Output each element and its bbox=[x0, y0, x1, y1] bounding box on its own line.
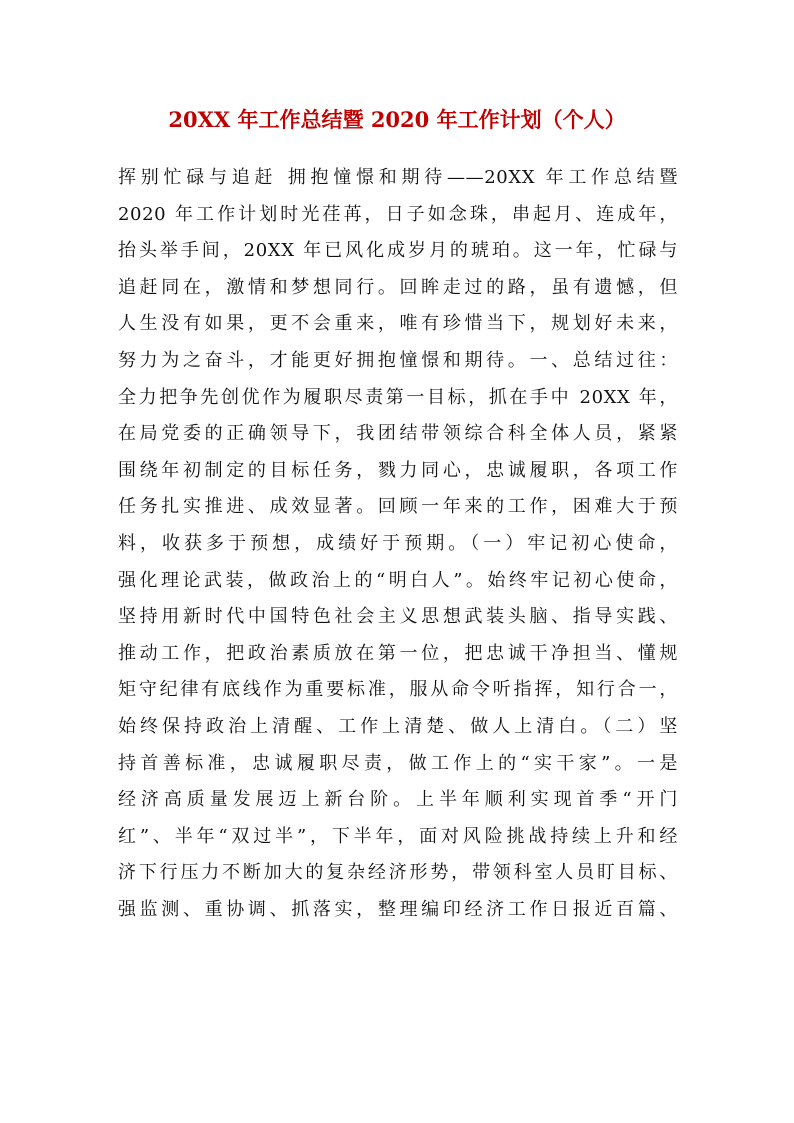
text-line: 强监测、重协调、抓落实，整理编印经济工作日报近百篇、 bbox=[118, 898, 678, 920]
text-line: 料，收获多于预想，成绩好于预期。（一）牢记初心使命， bbox=[118, 532, 678, 554]
text-line: 红”、半年“双过半”，下半年，面对风险挑战持续上升和经 bbox=[118, 825, 678, 847]
text-line: 始终保持政治上清醒、工作上清楚、做人上清白。（二）坚 bbox=[118, 715, 678, 737]
text-line: 努力为之奋斗，才能更好拥抱憧憬和期待。一、总结过往： bbox=[118, 349, 678, 371]
text-line: 任务扎实推进、成效显著。回顾一年来的工作，困难大于预 bbox=[118, 496, 678, 518]
text-line: 在局党委的正确领导下，我团结带领综合科全体人员，紧紧 bbox=[118, 423, 678, 445]
text-line: 济下行压力不断加大的复杂经济形势，带领科室人员盯目标、 bbox=[118, 862, 678, 884]
text-line: 追赶同在，激情和梦想同行。回眸走过的路，虽有遗憾，但 bbox=[118, 276, 678, 298]
text-line: 挥别忙碌与追赶 拥抱憧憬和期待——20XX 年工作总结暨 bbox=[118, 167, 678, 188]
text-line: 围绕年初制定的目标任务，戮力同心，忠诚履职，各项工作 bbox=[118, 459, 678, 481]
text-line: 坚持用新时代中国特色社会主义思想武装头脑、指导实践、 bbox=[118, 606, 678, 628]
text-line: 强化理论武装，做政治上的“明白人”。始终牢记初心使命， bbox=[118, 569, 678, 591]
document-title: 20XX 年工作总结暨 2020 年工作计划（个人） bbox=[168, 107, 626, 132]
text-line: 人生没有如果，更不会重来，唯有珍惜当下，规划好未来， bbox=[118, 313, 678, 335]
text-line: 推动工作，把政治素质放在第一位，把忠诚干净担当、懂规 bbox=[118, 642, 678, 664]
text-line: 持首善标准，忠诚履职尽责，做工作上的“实干家”。一是 bbox=[118, 752, 678, 774]
text-line: 矩守纪律有底线作为重要标准，服从命令听指挥，知行合一， bbox=[118, 679, 678, 701]
text-line: 经济高质量发展迈上新台阶。上半年顺利实现首季“开门 bbox=[118, 789, 678, 811]
text-line: 2020 年工作计划时光荏苒，日子如念珠，串起月、连成年， bbox=[118, 203, 678, 225]
text-line: 全力把争先创优作为履职尽责第一目标，抓在手中 20XX 年， bbox=[118, 386, 678, 408]
text-line: 抬头举手间，20XX 年已风化成岁月的琥珀。这一年，忙碌与 bbox=[118, 240, 678, 262]
document-body bbox=[118, 160, 678, 928]
